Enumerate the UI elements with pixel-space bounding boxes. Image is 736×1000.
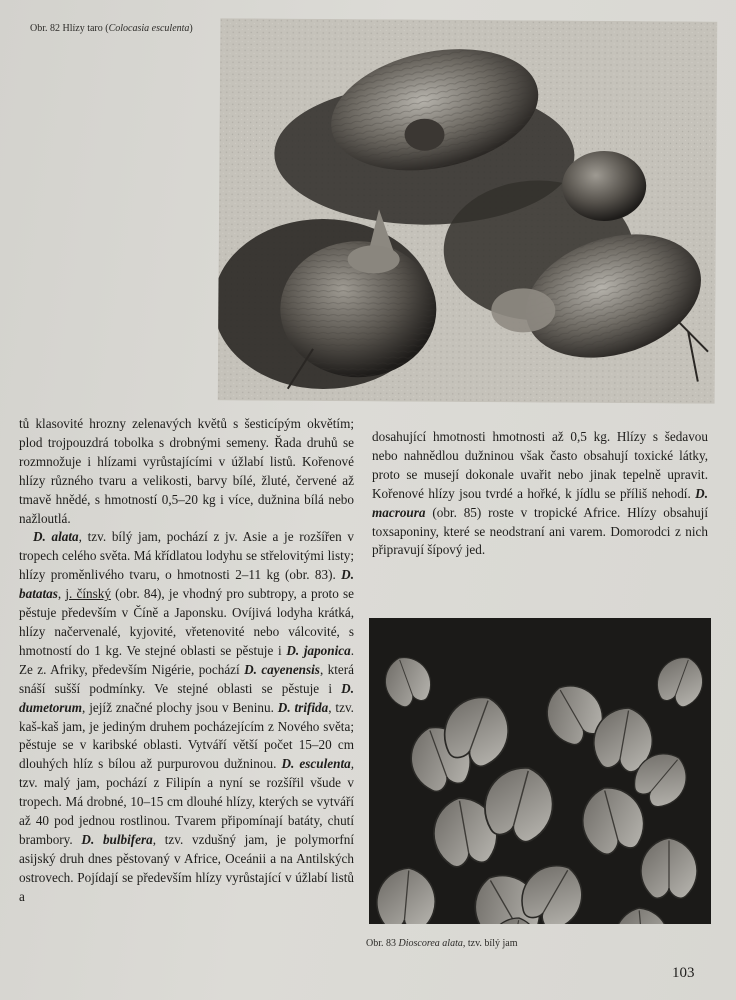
text-run: , tzv. kaš-kaš jam, je jediným druhem pocházejícím z Nového světa; pěstuje se v karibské oblasti. Vytváří větší počet 15–20 cm dlouhých hlíz s bílou až purpurovou dužninou. — [19, 699, 354, 772]
text-run: , tzv. vzdušný jam, je polymorfní asijský druh dnes pěstovaný v Africe, Oceánii a na Antilských ostrovech. Pojídají se především hlízy vyrůstající v úžlabí listů a — [19, 831, 354, 904]
text-run: , — [57, 586, 66, 602]
text-run: (obr. 85) roste v tropické Africe. Hlízy obsahují toxsaponiny, které se neodstraní ani varem. Domorodci z nich připravují šípový jed. — [372, 504, 708, 558]
right-text-column — [372, 428, 708, 560]
left-text-column — [19, 415, 354, 907]
species-name: D. batatas — [19, 567, 354, 602]
figure-83-caption: Obr. 83 Dioscorea alata, tzv. bílý jam — [366, 938, 518, 949]
text-run: dosahující hmotnosti hmotnosti až 0,5 kg. Hlízy s šedavou nebo nahnědlou dužninou však často obsahují toxické látky, proto se musejí dokonale uvařit nebo jinak tepelně upravit. Kořenové hlízy jsou tvrdé a hořké, k jídlu se příliš nehodí. — [372, 429, 708, 501]
species-name: D. macroura — [372, 485, 708, 520]
text-run: , tzv. bílý jam, pochází z jv. Asie a je rozšířen v tropech celého světa. Má křídlatou lodyhu se střelovitými listy; hlízy proměnlivého tvaru, o hmotnosti 2–11 kg (obr. 83). — [19, 529, 355, 583]
text-run: . Ze z. Afriky, především Nigérie, pochází — [19, 642, 355, 677]
dioscorea-alata-photo — [369, 618, 711, 924]
text-run: , jejíž značné plochy jsou v Beninu. — [82, 699, 278, 715]
text-run: , která snáší sušší podmínky. Ve stejné oblasti se pěstuje i — [19, 661, 354, 696]
text-run: , tzv. malý jam, pochází z Filipín a nyní se rozšířil všude v tropech. Má drobné, 10–15 cm dlouhé hlízy, kterých se vytváří až 40 pod jednou rostlinou. Tvarem připomínají batáty, chutí brambory. — [19, 756, 354, 847]
species-name: D. esculenta — [281, 756, 351, 772]
text-run: (obr. 84), je vhodný pro subtropy, a proto se pěstuje především v Číně a Japonsku. Ovíjivá lodyha krátká, hlízy načervenalé, kyjovité, vřetenovité nebo válcovité, s hmotností do 1 kg. Ve stejné oblasti se pěstuje i — [19, 586, 354, 658]
paragraph-continued — [372, 428, 708, 560]
underlined-text: j. čínský — [65, 586, 111, 602]
species-name: D. dumetorum — [19, 680, 354, 715]
taro-tubers-photo — [218, 18, 718, 403]
species-name: D. alata — [33, 529, 79, 545]
species-name: D. trifida — [277, 699, 329, 715]
species-name: D. cayenensis — [244, 661, 320, 677]
paragraph-species — [19, 528, 354, 906]
species-name: D. japonica — [286, 642, 351, 658]
page-number: 103 — [672, 965, 695, 981]
species-name: D. bulbifera — [81, 831, 153, 847]
paragraph-genus-description: tů klasovité hrozny zelenavých květů s šesticípým okvětím; plod trojpouzdrá tobolka s drobnými semeny. Řada druhů se rozmnožuje i hlízami vyrůstajícími v úžlabí listů. Kořenové hlízy různého tvaru a velikosti, barvy bílé, žluté, červené až tmavě hnědé, s hmotností 0,5–20 kg i více, dužnina bílá nebo nažloutlá. — [19, 416, 354, 526]
figure-82-caption: Obr. 82 Hlízy taro (Colocasia esculenta) — [30, 23, 193, 34]
